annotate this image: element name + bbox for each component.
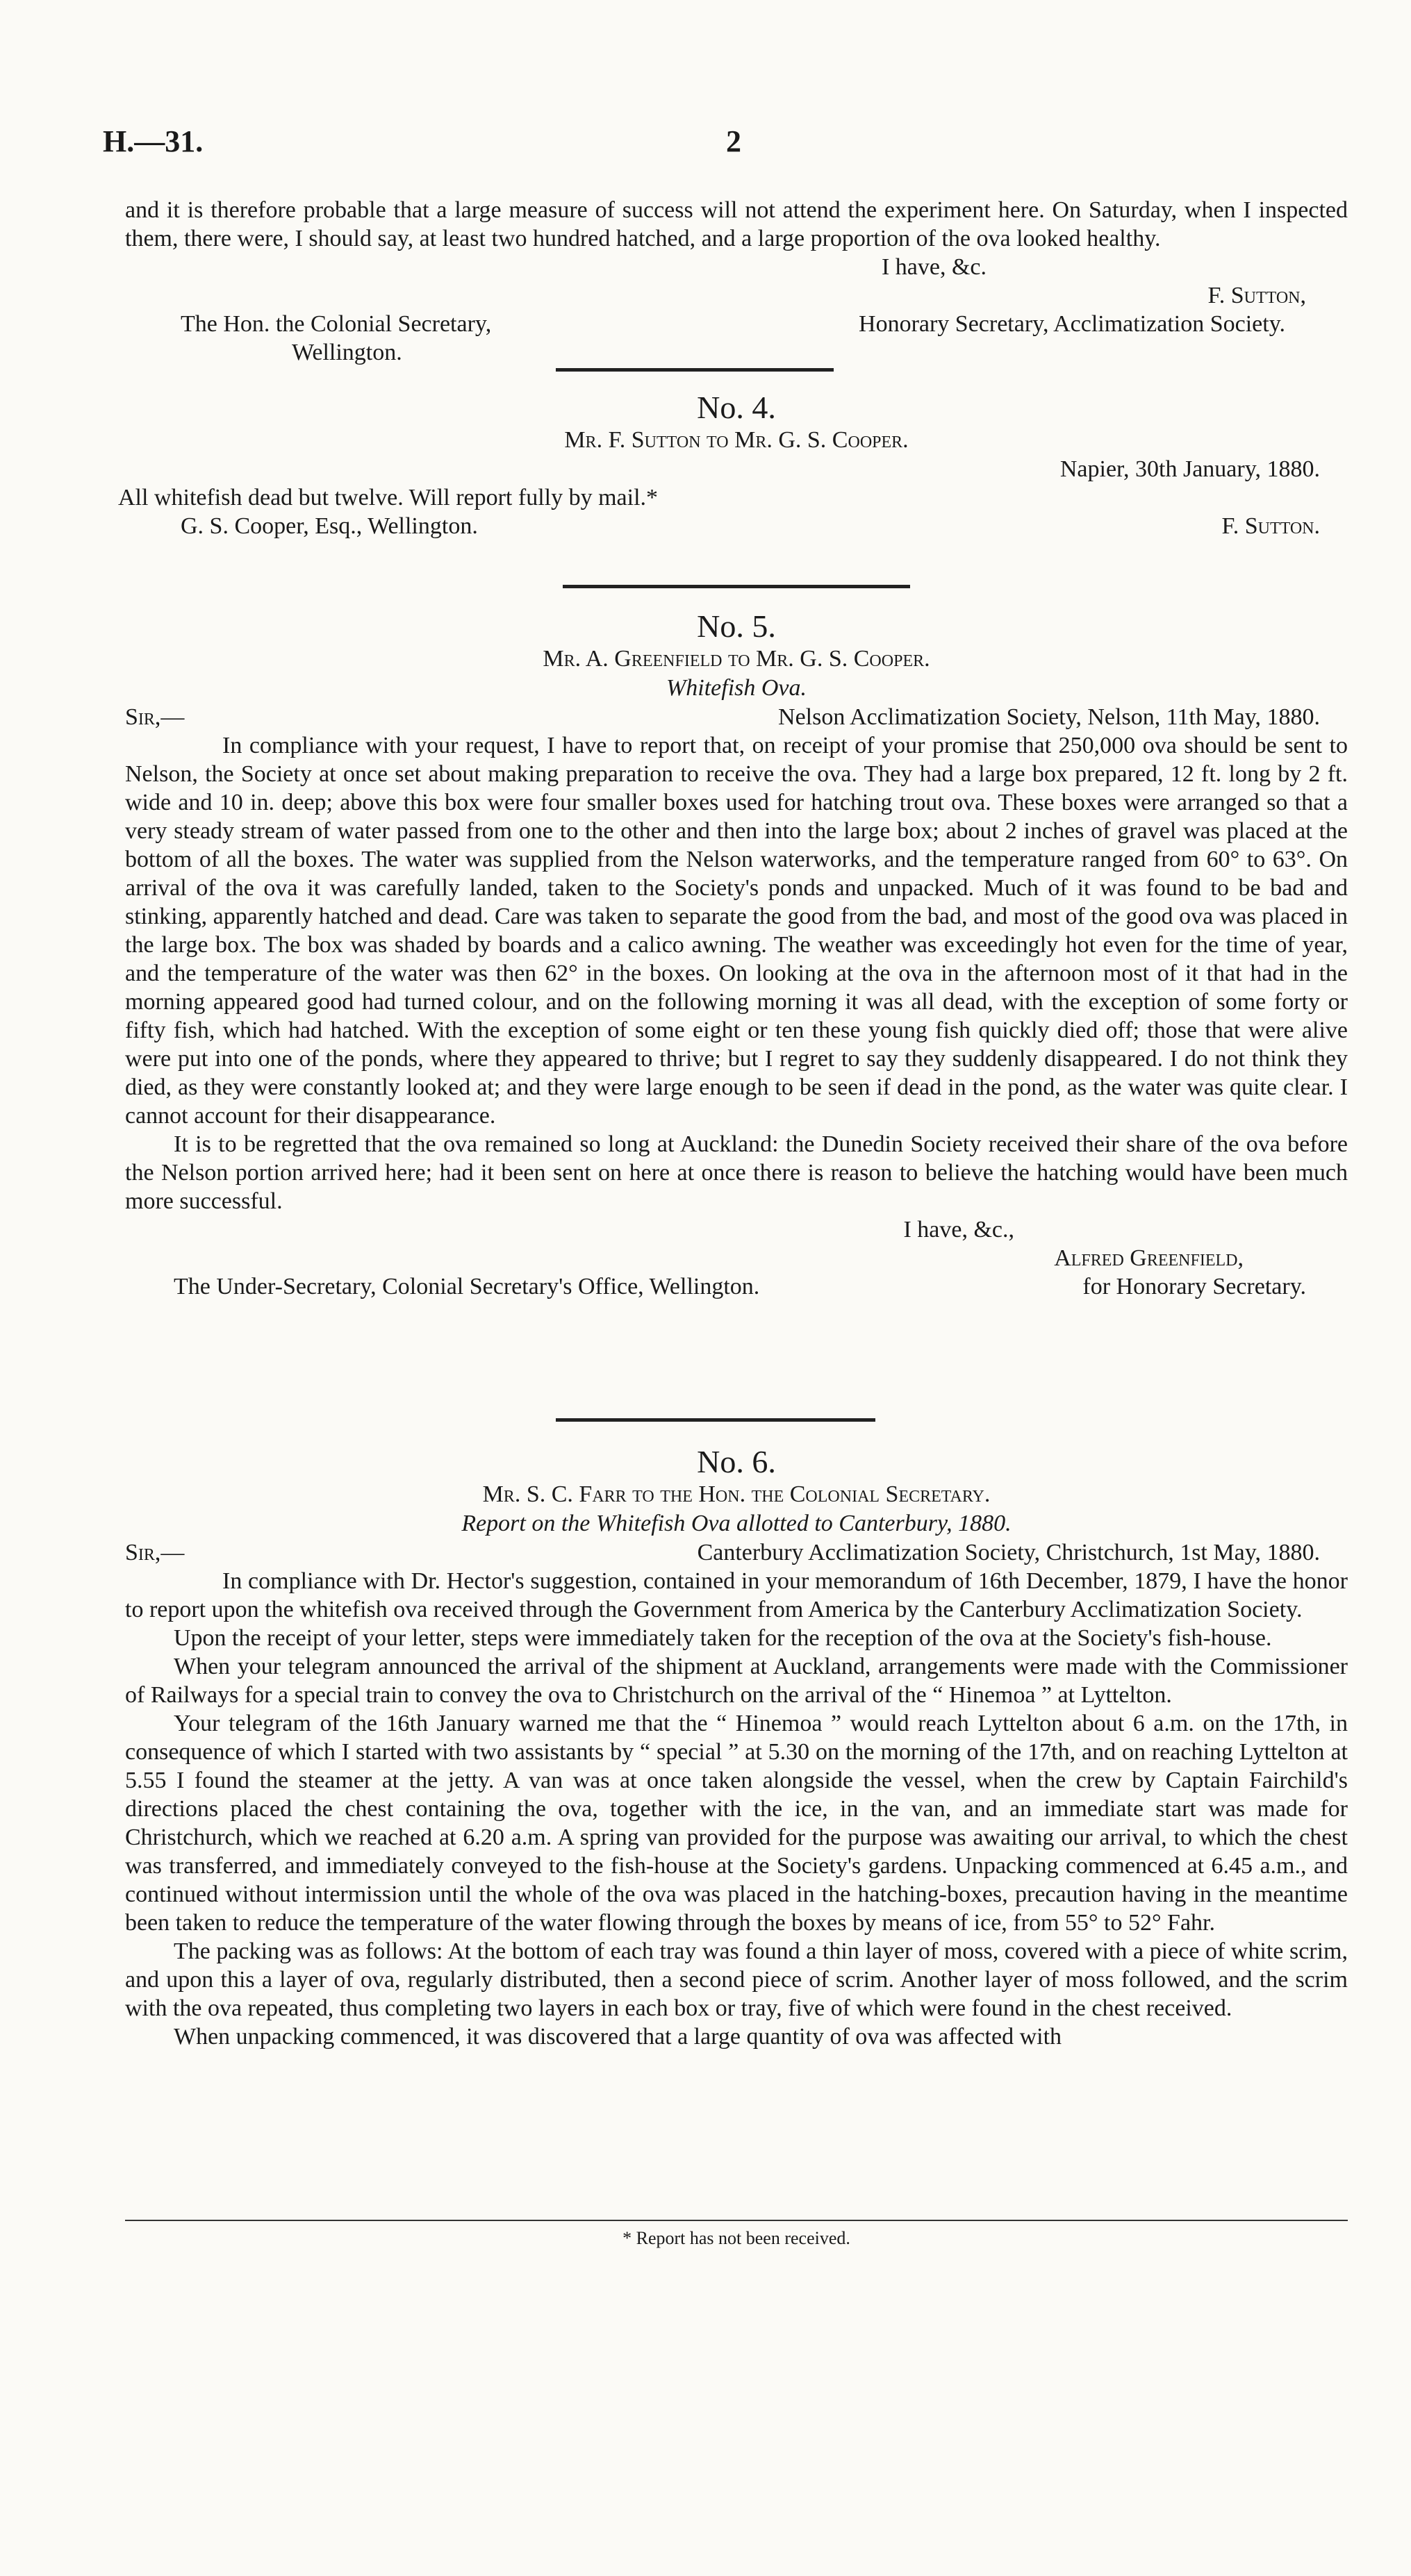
letter-title: Mr. F. Sutton to Mr. G. S. Cooper. (564, 427, 909, 453)
letter-title: Mr. A. Greenfield to Mr. G. S. Cooper. (543, 646, 930, 672)
section-heading: No. 4. (697, 390, 776, 425)
closing: I have, &c. (881, 254, 987, 280)
salutation: Sir,— (125, 1540, 185, 1565)
continuation-letter (125, 196, 1348, 367)
salutation: Sir,— (125, 704, 185, 730)
section-heading: No. 6. (697, 1444, 776, 1479)
letter-no4 (118, 389, 1348, 540)
section-heading: No. 5. (697, 608, 776, 644)
signature: F. Sutton. (1221, 513, 1320, 539)
section-divider (556, 368, 834, 372)
section-divider (556, 1418, 875, 1422)
footnote-rule (125, 2220, 1348, 2221)
closing: I have, &c., (903, 1217, 1014, 1243)
signatory-title: Honorary Secretary, Acclimatization Society. (859, 311, 1285, 337)
signature: F. Sutton, (1207, 283, 1306, 308)
signatory-title: for Honorary Secretary. (1082, 1274, 1306, 1299)
letter-subtitle: Whitefish Ova. (666, 675, 807, 701)
addressee-city: Wellington. (292, 340, 402, 365)
body-paragraph: When your telegram announced the arrival of the shipment at Auckland, arrangements were made with the Commissioner of Railways for a special train to convey the ova to Christchurch on the arrival of the “ Hinemoa ” at Lyttelton. (125, 1654, 1348, 1708)
addressee: G. S. Cooper, Esq., Wellington. (181, 513, 478, 539)
letter-subtitle: Report on the Whitefish Ova allotted to Canterbury, 1880. (461, 1511, 1012, 1536)
body-paragraph: It is to be regretted that the ova remained so long at Auckland: the Dunedin Society received their share of the ova before the Nelson portion arrived here; had it been sent on here at once there is reason to believe the hatching would have been much more successful. (125, 1131, 1348, 1214)
addressee: The Under-Secretary, Colonial Secretary's Office, Wellington. (174, 1274, 760, 1299)
letter-title: Mr. S. C. Farr to the Hon. the Colonial Secretary. (482, 1481, 991, 1507)
body-paragraph: In compliance with Dr. Hector's suggestion, contained in your memorandum of 16th December, 1879, I have the honor to report upon the whitefish ova received through the Government from America by the Canterbury Acclimatization Society. (125, 1568, 1348, 1622)
addressee: The Hon. the Colonial Secretary, (181, 311, 492, 337)
place-date: Nelson Acclimatization Society, Nelson, 11th May, 1880. (778, 704, 1320, 730)
body-paragraph: Your telegram of the 16th January warned me that the “ Hinemoa ” would reach Lyttelton about 6 a.m. on the 17th, in consequence of which I started with two assistants by “ special ” at 5.30 on the morning of the 17th, and on reaching Lyttelton at 5.55 I found the steamer at the jetty. A van was at once taken alongside the vessel, when the crew by Captain Fairchild's directions placed the chest containing the ova, together with the ice, in the van, and an immediate start was made for Christchurch, which we reached at 6.20 a.m. A spring van provided for the purpose was awaiting our arrival, to which the chest was transferred, and immediately conveyed to the fish-house at the Society's gardens. Unpacking commenced at 6.45 a.m., and continued without intermission until the whole of the ova was placed in the hatching-boxes, precaution having in the meantime been taken to reduce the temperature of the water flowing through the boxes by means of ice, from 55° to 52° Fahr. (125, 1711, 1348, 1936)
letter-no6 (125, 1443, 1348, 2051)
footnote: * Report has not been received. (622, 2228, 850, 2248)
body-paragraph: The packing was as follows: At the bottom of each tray was found a thin layer of moss, covered with a piece of white scrim, and upon this a layer of ova, regularly distributed, then a second piece of scrim. Another layer of moss followed, and the scrim with the ova repeated, thus completing two layers in each box or tray, five of which were found in the chest received. (125, 1938, 1348, 2021)
place-date: Napier, 30th January, 1880. (1059, 456, 1320, 482)
telegram-body: All whitefish dead but twelve. Will report fully by mail.* (118, 485, 659, 510)
signature: Alfred Greenfield, (1054, 1245, 1244, 1271)
document-reference: H.—31. (103, 124, 204, 158)
body-paragraph: In compliance with your request, I have to report that, on receipt of your promise that 250,000 ova should be sent to Nelson, the Society at once set about making preparation to receive the ova. They had a large box prepared, 12 ft. long by 2 ft. wide and 10 in. deep; above this box were four smaller boxes used for hatching trout ova. These boxes were arranged so that a very steady stream of water passed from one to the other and then into the large box; about 2 inches of gravel was placed at the bottom of all the boxes. The water was supplied from the Nelson waterworks, and the temperature ranged from 60° to 63°. On arrival of the ova it was carefully landed, taken to the Society's ponds and unpacked. Much of it was found to be bad and stinking, apparently hatched and dead. Care was taken to separate the good from the bad, and most of the good ova was placed in the large box. The box was shaded by boards and a calico awning. The weather was exceedingly hot even for the time of year, and the temperature of the water was then 62° in the boxes. On looking at the ova in the afternoon most of it that had in the morning appeared good had turned colour, and on the following morning it was all dead, with the exception of some forty or fifty fish, which had hatched. With the exception of some eight or ten these young fish quickly died off; those that were alive were put into one of the ponds, where they appeared to thrive; but I regret to say they suddenly disappeared. I do not think they died, as they were constantly looked at; and they were large enough to be seen if dead in the pond, as the water was quite clear. I cannot account for their disappearance. (125, 733, 1348, 1129)
letter-no5 (125, 608, 1348, 1301)
body-paragraph: When unpacking commenced, it was discovered that a large quantity of ova was affected with (174, 2024, 1062, 2050)
page-number: 2 (726, 124, 741, 158)
body-paragraph: Upon the receipt of your letter, steps were immediately taken for the reception of the ova at the Society's fish-house. (174, 1625, 1272, 1651)
place-date: Canterbury Acclimatization Society, Christchurch, 1st May, 1880. (697, 1540, 1320, 1565)
continuation-paragraph: and it is therefore probable that a large measure of success will not attend the experiment here. On Saturday, when I inspected them, there were, I should say, at least two hundred hatched, and a large proportion of the ova looked healthy. (125, 197, 1348, 251)
section-divider (563, 585, 910, 588)
